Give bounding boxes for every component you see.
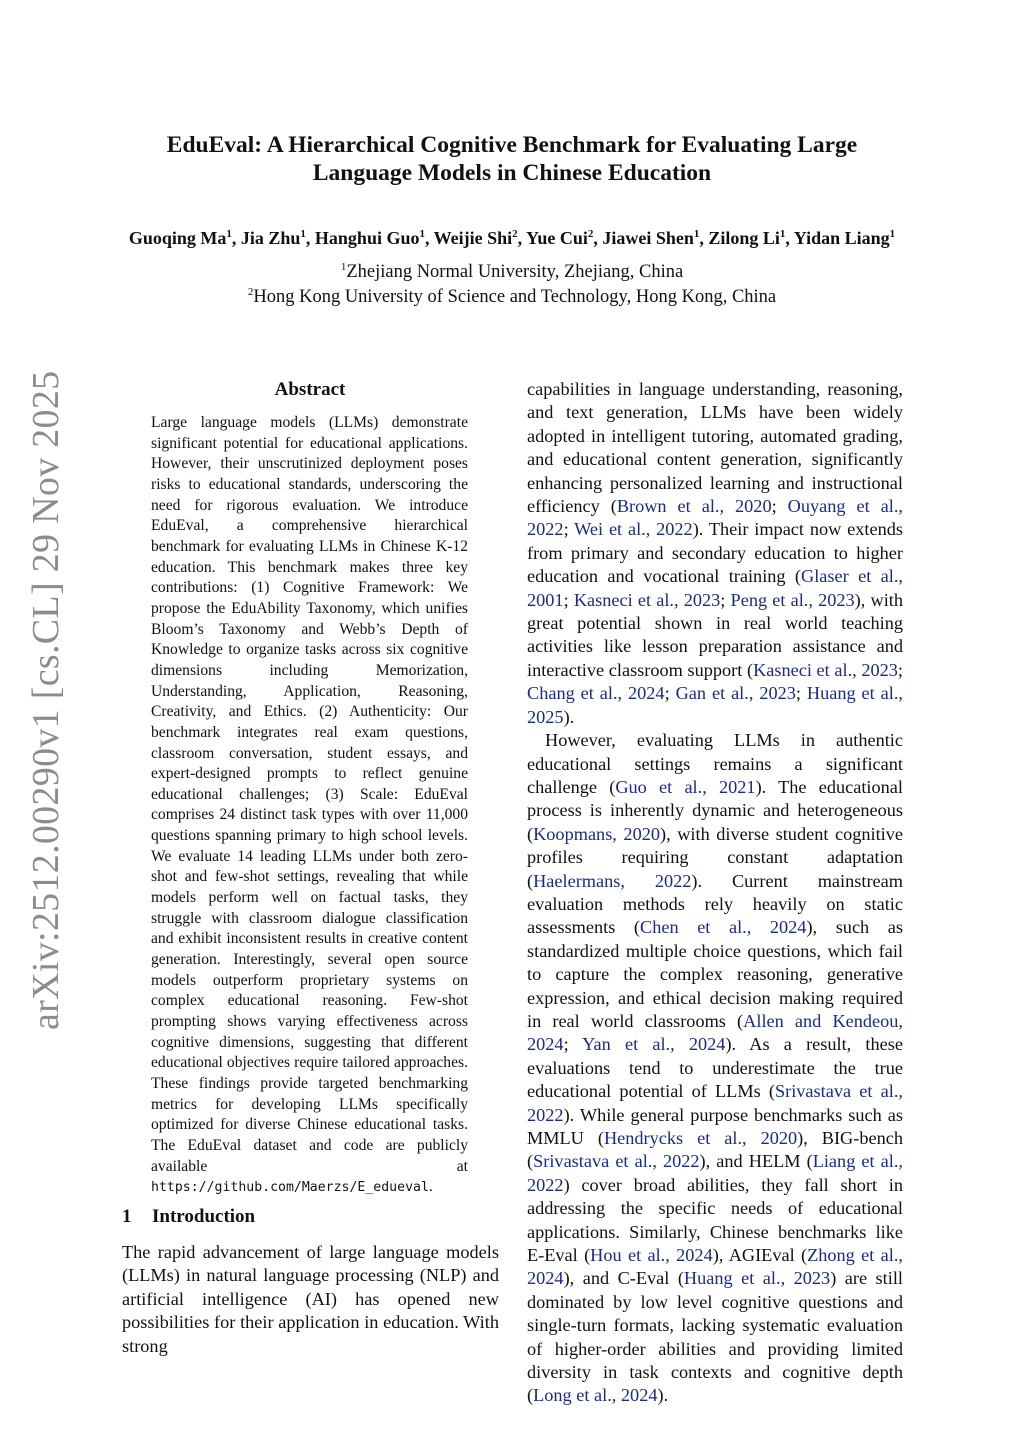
citation-link[interactable]: Srivastava et al., 2022 bbox=[527, 1081, 903, 1125]
citation-link[interactable]: Zhong et al., 2024 bbox=[527, 1245, 903, 1289]
citation-link[interactable]: Koopmans, 2020 bbox=[533, 823, 660, 844]
paper-title-line-1: EduEval: A Hierarchical Cognitive Benchmark for Evaluating Large bbox=[166, 132, 858, 158]
author: Jiawei Shen$^1$ bbox=[602, 228, 700, 248]
citation-link[interactable]: Haelermans, 2022 bbox=[533, 870, 692, 891]
citation-link[interactable]: Huang et al., 2023 bbox=[683, 1268, 831, 1289]
abstract-body: Large language models (LLMs) demonstrate significant potential for educational applications. However, their unscrutinized deployment poses risks to educational standards, underscoring the need for rigorous evaluation. We introduce EduEval, a comprehensive hierarchical benchmark for evaluating LLMs in Chinese K-12 education. This benchmark makes three key contributions: (1) Cognitive Framework: We propose the EduAbility Taxonomy, which unifies Bloom’s Taxonomy and Webb’s Depth of Knowledge to organize tasks across six cognitive dimensions including Memorization, Understanding, Application, Reasoning, Creativity, and Ethics. (2) Authenticity: Our benchmark integrates real exam questions, classroom conversation, student essays, and expert-designed prompts to reflect genuine educational challenges; (3) Scale: EduEval comprises 24 distinct task types with over 11,000 questions spanning primary to high school levels. We evaluate 14 leading LLMs under both zero-shot and few-shot settings, revealing that while models perform well on factual tasks, they struggle with classroom dialogue classification and exhibit inconsistent results in creative content generation. Interestingly, several open source models outperform proprietary systems on complex educational reasoning. Few-shot prompting shows varying effectiveness across cognitive dimensions, suggesting that different educational objectives require tailored approaches. These findings provide targeted benchmarking metrics for developing LLMs specifically optimized for diverse Chinese educational tasks. The EduEval dataset and code are publicly available at https://github.com/Maerzs/E_edueval. bbox=[151, 414, 468, 1196]
citation-link[interactable]: Long et al., 2024 bbox=[533, 1385, 658, 1406]
citation-link[interactable]: Gan et al., 2023 bbox=[675, 683, 796, 704]
citation-link[interactable]: Yan et al., 2024 bbox=[582, 1034, 726, 1055]
author: Zilong Li$^1$ bbox=[708, 228, 786, 248]
citation-link[interactable]: Huang et al., 2025 bbox=[527, 683, 903, 727]
section-number: 1 bbox=[122, 1206, 132, 1227]
paper-title bbox=[62, 131, 962, 187]
dataset-link[interactable]: https://github.com/Maerzs/E_edueval bbox=[151, 1180, 429, 1196]
right-column bbox=[527, 378, 903, 1408]
citation-link[interactable]: Kasneci et al., 2023 bbox=[753, 659, 898, 680]
arxiv-identifier-stamp: arXiv:2512.00290v1 [cs.CL] 29 Nov 2025 bbox=[25, 370, 67, 1030]
citation-link[interactable]: Chen et al., 2024 bbox=[640, 917, 807, 938]
introduction-paragraph-start: The rapid advancement of large language models (LLMs) in natural language processing (NLP) and artificial intelligence (AI) has opened new possibilities for their application in education. With strong bbox=[122, 1242, 499, 1356]
citation-link[interactable]: Kasneci et al., 2023 bbox=[573, 589, 721, 610]
citation-link[interactable]: Chang et al., 2024 bbox=[527, 683, 665, 704]
author: Weijie Shi$^2$ bbox=[433, 228, 518, 248]
author: Yue Cui$^2$ bbox=[526, 228, 594, 248]
citation-link[interactable]: Liang et al., 2022 bbox=[527, 1151, 903, 1195]
author: Yidan Liang$^1$ bbox=[793, 228, 896, 248]
citation-link[interactable]: Hendrycks et al., 2020 bbox=[603, 1128, 798, 1148]
paper-title-line-2: Language Models in Chinese Education bbox=[312, 160, 712, 186]
citation-link[interactable]: Hou et al., 2024 bbox=[590, 1245, 713, 1266]
author: Jia Zhu$^1$ bbox=[240, 228, 306, 248]
introduction-paragraph-continued: capabilities in language understanding, reasoning, and text generation, LLMs have been widely adopted in intelligent tutoring, automated grading, and educational content generation, significantly enhancing personalized learning and instructional efficiency (Brown et al., 2020; Ouyang et al., 2022; Wei et al., 2022). Their impact now extends from primary and secondary education to higher education and vocational training (Glaser et al., 2001; Kasneci et al., 2023; Peng et al., 2023), with great potential shown in real world teaching activities like lesson preparation assistance and interactive classroom support (Kasneci et al., 2023; Chang et al., 2024; Gan et al., 2023; Huang et al., 2025). bbox=[527, 379, 904, 727]
citation-link[interactable]: Wei et al., 2022 bbox=[574, 519, 693, 540]
citation-link[interactable]: Ouyang et al., 2022 bbox=[527, 496, 904, 540]
section-title: Introduction bbox=[152, 1206, 256, 1227]
abstract-heading: Abstract bbox=[274, 379, 346, 400]
author: Hanghui Guo$^1$ bbox=[314, 228, 425, 248]
affiliation-2: $^2$Hong Kong University of Science and Technology, Hong Kong, China bbox=[247, 286, 777, 307]
citation-link[interactable]: Allen and Kendeou, 2024 bbox=[527, 1010, 904, 1055]
section-heading-introduction bbox=[122, 1205, 255, 1229]
affiliation-1: $^1$Zhejiang Normal University, Zhejiang, China bbox=[340, 261, 684, 282]
citation-link[interactable]: Guo et al., 2021 bbox=[615, 776, 756, 797]
citation-link[interactable]: Peng et al., 2023 bbox=[730, 589, 855, 610]
abstract-text: Large language models (LLMs) demonstrate significant potential for educational applications. However, their unscrutinized deployment poses risks to educational standards, underscoring the need for rigorous evaluation. We introduce EduEval, a comprehensive hierarchical benchmark for evaluating LLMs in Chinese K-12 education. This benchmark makes three key contributions: (1) Cognitive Framework: We propose the EduAbility Taxonomy, which unifies Bloom’s Taxonomy and Webb’s Depth of Knowledge to organize tasks across six cognitive dimensions including Memorization, Understanding, Application, Reasoning, Creativity, and Ethics. (2) Authenticity: Our benchmark integrates real exam questions, classroom conversation, student essays, and expert-designed prompts to reflect genuine educational challenges; (3) Scale: EduEval comprises 24 distinct task types with over 11,000 questions spanning primary to high school levels. We evaluate 14 leading LLMs under both zero-shot and few-shot settings, revealing that while models perform well on factual tasks, they struggle with classroom dialogue classification and exhibit inconsistent results in creative content generation. Interestingly, several open source models outperform proprietary systems on complex educational reasoning. Few-shot prompting shows varying effectiveness across cognitive dimensions, suggesting that different educational objectives require tailored approaches. These findings provide targeted benchmarking metrics for developing LLMs specifically optimized for diverse Chinese educational tasks. The EduEval dataset and code are publicly available at bbox=[151, 414, 468, 1175]
citation-link[interactable]: Brown et al., 2020 bbox=[616, 496, 772, 517]
author: Guoqing Ma$^1$ bbox=[128, 228, 232, 248]
citation-link[interactable]: Srivastava et al., 2022 bbox=[533, 1151, 700, 1172]
citation-link[interactable]: Glaser et al., 2001 bbox=[527, 566, 903, 610]
introduction-paragraph-2: However, evaluating LLMs in authentic educational settings remains a significant challenge (Guo et al., 2021). The educational process is inherently dynamic and heterogeneous (Koopmans, 2020), with diverse student cognitive profiles requiring constant adaptation (Haelermans, 2022). Current mainstream evaluation methods rely heavily on static assessments (Chen et al., 2024), such as standardized multiple choice questions, which fail to capture the complex reasoning, generative expression, and ethical decision making required in real world classrooms (Allen and Kendeou, 2024; Yan et al., 2024). As a result, these evaluations tend to underestimate the true educational potential of LLMs (Srivastava et al., 2022). While general purpose benchmarks such as MMLU (Hendrycks et al., 2020), BIG-bench (Srivastava et al., 2022), and HELM (Liang et al., 2022) cover broad abilities, they fall short in addressing the specific needs of educational applications. Similarly, Chinese benchmarks like E-Eval (Hou et al., 2024), AGIEval (Zhong et al., 2024), and C-Eval (Huang et al., 2023) are still dominated by low level cognitive questions and single-turn formats, lacking systematic evaluation of higher-order abilities and providing limited diversity in task contexts and cognitive depth (Long et al., 2024). bbox=[527, 730, 904, 1406]
author-list: Guoqing Ma$^1$, Jia Zhu$^1$, Hanghui Guo$^1$, Weijie Shi$^2$, Yue Cui$^2$, Jiawei Shen$^1$, Zilong Li$^1$, Yidan Liang$^1$ bbox=[128, 228, 896, 248]
